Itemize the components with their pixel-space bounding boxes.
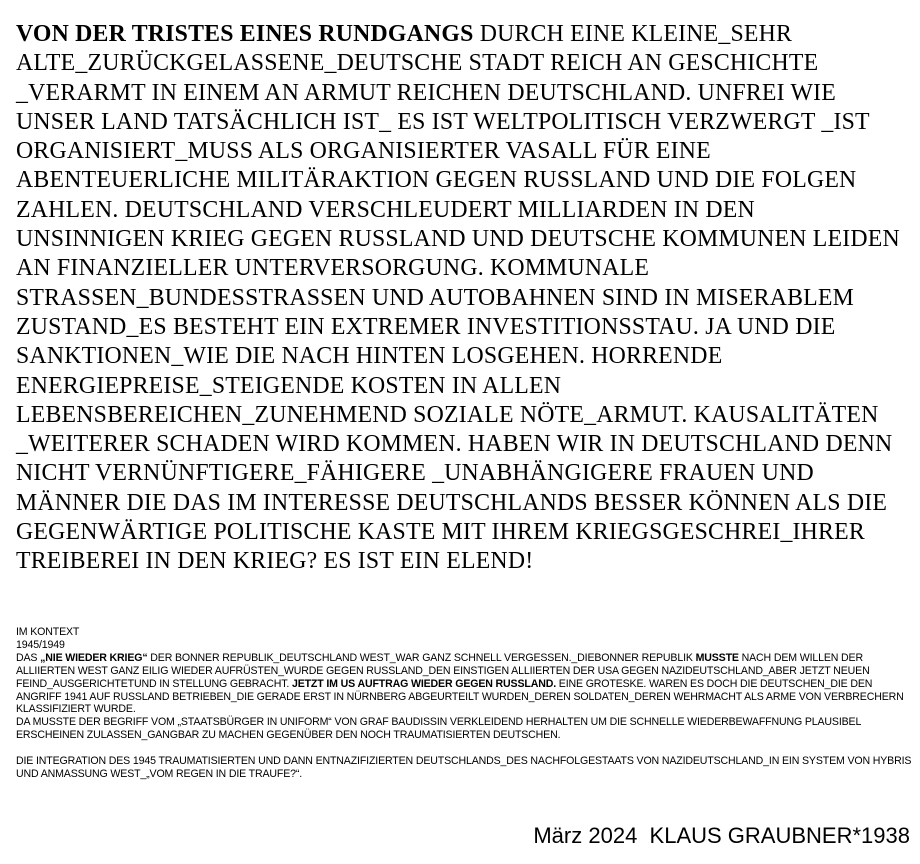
context-p1-part-e: NACH DEM WILLEN DER ALLIIERTEN WEST GANZ EILIG WIEDER AUFRÜSTEN_WURDE GEGEN RUSSLAND_DEN EINSTIGEN ALLIIERTEN DER USA GEGEN NAZIDEUTSCHLAND_ABER JETZT NEUEN FEIND_AUSGERICHTETUND IN STELLUNG GEBRACHT. [16,651,870,690]
signature-author: KLAUS GRAUBNER*1938 [649,823,910,848]
context-section [16,626,916,781]
context-p1-emphasis: JETZT IM US AUFTRAG WIEDER GEGEN RUSSLAND. [291,677,556,690]
context-years: 1945/1949 [16,638,65,651]
signature-date: März 2024 [533,823,638,848]
context-paragraph-3: DIE INTEGRATION DES 1945 TRAUMATISIERTEN UND DANN ENTNAZIFIZIERTEN DEUTSCHLANDS_DES NACHFOLGESTAATS VON NAZIDEUTSCHLAND_IN EIN SYSTEM VON HYBRIS UND ANMASSUNG WEST_„VOM REGEN IN DIE TRAUFE?“. [16,755,912,780]
context-paragraph-2: DA MUSSTE DER BEGRIFF VOM „STAATSBÜRGER IN UNIFORM“ VON GRAF BAUDISSIN VERKLEIDEND HERHALTEN UM DIE SCHNELLE WIEDERBEWAFFNUNG PLAUSIBEL ERSCHEINEN ZULASSEN_GANGBAR ZU MACHEN GEGENÜBER DEN NOCH TRAUMATISIERTEN DEUTSCHEN. [16,716,861,742]
signature [533,822,910,850]
context-p1-part-g: EINE GROTESKE. WAREN ES DOCH DIE DEUTSCHEN_DIE DEN ANGRIFF 1941 AUF RUSSLAND BETRIEBEN_DIE GERADE ERST IN NÜRNBERG ABGEURTEILT WURDEN_DEREN SOLDATEN_DEREN WEHRMACHT ALS ARME VON VERBRECHERN KLASSIFIZIERT WURDE. [16,677,904,716]
context-heading: IM KONTEXT [16,626,80,638]
context-spacer [16,742,916,755]
main-text [16,20,906,577]
context-p1-part-c: DER BONNER REPUBLIK_DEUTSCHLAND WEST_WAR GANZ SCHNELL VERGESSEN._DIEBONNER REPUBLIK [147,651,696,664]
context-p1-musste: MUSSTE [695,651,739,664]
main-text-body: DURCH EINE KLEINE_SEHR ALTE_ZURÜCKGELASSENE_DEUTSCHE STADT REICH AN GESCHICHTE _VERARMT IN EINEM AN ARMUT REICHEN DEUTSCHLAND. UNFREI WIE UNSER LAND TATSÄCHLICH IST_ ES IST WELTPOLITISCH VERZWERGT _IST ORGANISIERT_MUSS ALS ORGANISIERTER VASALL FÜR EINE ABENTEUERLICHE MILITÄRAKTION GEGEN RUSSLAND UND DIE FOLGEN ZAHLEN. DEUTSCHLAND VERSCHLEUDERT MILLIARDEN IN DEN UNSINNIGEN KRIEG GEGEN RUSSLAND UND DEUTSCHE KOMMUNEN LEIDEN AN FINANZIELLER UNTERVERSORGUNG. KOMMUNALE STRASSEN_BUNDESSTRASSEN UND AUTOBAHNEN SIND IN MISERABLEM ZUSTAND_ES BESTEHT EIN EXTREMER INVESTITIONSSTAU. JA UND DIE SANKTIONEN_WIE DIE NACH HINTEN LOSGEHEN. HORRENDE ENERGIEPREISE_STEIGENDE KOSTEN IN ALLEN LEBENSBEREICHEN_ZUNEHMEND SOZIALE NÖTE_ARMUT. KAUSALITÄTEN _WEITERER SCHADEN WIRD KOMMEN. HABEN WIR IN DEUTSCHLAND DENN NICHT VERNÜNFTIGERE_FÄHIGERE _UNABHÄNGIGERE FRAUEN UND MÄNNER DIE DAS IM INTERESSE DEUTSCHLANDS BESSER KÖNNEN ALS DIE GEGENWÄRTIGE POLITISCHE KASTE MIT IHREM KRIEGSGESCHREI_IHRER TREIBEREI IN DEN KRIEG? ES IST EIN ELEND! [16,21,900,575]
context-p1-quote: „NIE WIEDER KRIEG“ [40,651,148,664]
context-paragraph-1 [16,652,916,717]
main-text-lead: VON DER TRISTES EINES RUNDGANGS [16,21,474,47]
context-p1-part-a: DAS [16,651,41,664]
